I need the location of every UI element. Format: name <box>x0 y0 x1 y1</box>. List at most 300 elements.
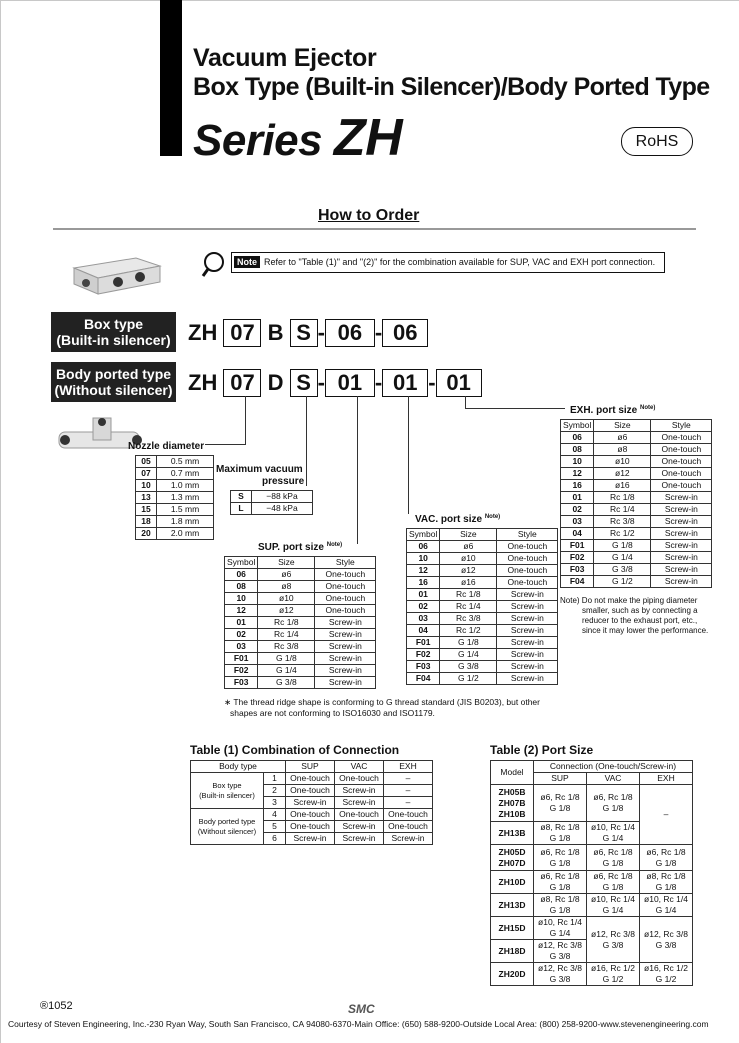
table-cell: G 1/8 <box>440 637 497 649</box>
exh-note <box>560 596 708 636</box>
table-row <box>491 785 693 822</box>
pn-nozzle-box: 07 <box>223 369 261 397</box>
body-type-group-cell: Box type (Built-in silencer) <box>191 773 264 809</box>
table-row <box>407 553 558 565</box>
table-row <box>225 593 376 605</box>
pn-nozzle-box: 07 <box>223 319 261 347</box>
table-cell: One-touch <box>497 577 558 589</box>
series-prefix: Series <box>193 116 334 165</box>
table-cell: ø8 <box>258 581 315 593</box>
table-row <box>136 528 214 540</box>
table-cell: G 3/8 <box>594 564 651 576</box>
body-type-part-number <box>188 369 482 395</box>
table-cell: 1.8 mm <box>157 516 214 528</box>
body-type-label-line1: Body ported type <box>55 366 172 382</box>
table-row <box>491 894 693 917</box>
table-cell: −48 kPa <box>252 503 313 515</box>
vac-note-mark: Note) <box>484 514 501 520</box>
exh-cell: ø6, Rc 1/8 G 1/8 <box>640 845 693 871</box>
pn-vac-box: 06 <box>382 319 428 347</box>
series-title <box>193 108 402 168</box>
table-cell: 1.0 mm <box>157 480 214 492</box>
table-cell: G 1/8 <box>258 653 315 665</box>
table-cell: S <box>231 491 252 503</box>
table-cell: 16 <box>561 480 594 492</box>
pn-type: D <box>267 370 284 395</box>
table-cell: Rc 3/8 <box>594 516 651 528</box>
table-cell: G 1/4 <box>258 665 315 677</box>
table-cell: Screw-in <box>497 661 558 673</box>
table-cell: 02 <box>407 601 440 613</box>
model-cell: ZH13D <box>491 894 534 917</box>
vac-title <box>415 514 500 525</box>
table-cell: 1.3 mm <box>157 492 214 504</box>
table-cell: Screw-in <box>335 833 384 845</box>
table-cell: 20 <box>136 528 157 540</box>
table-cell: ø6 <box>258 569 315 581</box>
table-header-cell: Symbol <box>561 420 594 432</box>
sup-cell: ø8, Rc 1/8 G 1/8 <box>534 822 587 845</box>
table-row <box>225 569 376 581</box>
table-row <box>491 871 693 894</box>
table-header-cell: Size <box>440 529 497 541</box>
table-row <box>561 456 712 468</box>
table-cell: 03 <box>407 613 440 625</box>
table-cell: F03 <box>561 564 594 576</box>
table-cell: 3 <box>264 797 286 809</box>
table-cell: 01 <box>407 589 440 601</box>
vac-cell: ø10, Rc 1/4 G 1/4 <box>587 822 640 845</box>
table-row <box>407 577 558 589</box>
table-cell: G 1/4 <box>440 649 497 661</box>
table-cell: Screw-in <box>335 797 384 809</box>
table-row <box>136 468 214 480</box>
table-cell: 07 <box>136 468 157 480</box>
sup-cell: ø12, Rc 3/8 G 3/8 <box>534 963 587 986</box>
table-cell: 4 <box>264 809 286 821</box>
exh-cell: – <box>640 785 693 845</box>
table-cell: One-touch <box>384 809 433 821</box>
pn-vac-box: 01 <box>382 369 428 397</box>
table-cell: Screw-in <box>315 677 376 689</box>
table-row <box>225 653 376 665</box>
exh-title-text: EXH. port size <box>570 405 638 416</box>
table-cell: ø16 <box>594 480 651 492</box>
table-header-cell: Size <box>258 557 315 569</box>
table-row <box>136 492 214 504</box>
sup-title <box>258 542 342 553</box>
table-cell: Screw-in <box>315 641 376 653</box>
table-cell: – <box>384 797 433 809</box>
table-cell: 08 <box>561 444 594 456</box>
exh-note-line: smaller, such as by connecting a <box>582 606 698 615</box>
vacuum-title-2: pressure <box>262 476 305 487</box>
box-type-part-number <box>188 319 428 345</box>
pn-prefix: ZH <box>188 370 218 395</box>
table-cell: 04 <box>407 625 440 637</box>
left-border <box>0 0 1 1043</box>
table-cell: ø10 <box>440 553 497 565</box>
sup-title-text: SUP. port size <box>258 542 324 553</box>
table-header-cell: SUP <box>286 761 335 773</box>
table-cell: 12 <box>407 565 440 577</box>
table-cell: Screw-in <box>651 552 712 564</box>
pn-sup-box: 06 <box>325 319 375 347</box>
table-cell: Screw-in <box>315 665 376 677</box>
table-row <box>491 917 693 940</box>
table2 <box>490 760 693 986</box>
model-cell: ZH10D <box>491 871 534 894</box>
leader-line <box>408 396 409 514</box>
vacuum-table <box>230 490 313 515</box>
pn-dash: - <box>317 370 325 395</box>
table-cell: Screw-in <box>651 540 712 552</box>
table-header-cell: Style <box>651 420 712 432</box>
model-cell: ZH05D ZH07D <box>491 845 534 871</box>
table-row <box>225 605 376 617</box>
table-row <box>225 665 376 677</box>
table-cell: One-touch <box>286 821 335 833</box>
page-number: ®1052 <box>40 1000 73 1012</box>
table-cell: Screw-in <box>315 617 376 629</box>
exh-cell: ø12, Rc 3/8 G 3/8 <box>640 917 693 963</box>
vac-table <box>406 528 558 685</box>
vac-cell: ø10, Rc 1/4 G 1/4 <box>587 894 640 917</box>
pn-vacuum-box: S <box>290 369 318 397</box>
table-cell: 08 <box>225 581 258 593</box>
table-cell: 02 <box>561 504 594 516</box>
table-cell: 0.7 mm <box>157 468 214 480</box>
table-cell: Rc 1/4 <box>594 504 651 516</box>
table-cell: One-touch <box>651 468 712 480</box>
table-cell: ø10 <box>594 456 651 468</box>
vac-cell: ø16, Rc 1/2 G 1/2 <box>587 963 640 986</box>
table-cell: One-touch <box>651 444 712 456</box>
leader-line <box>245 396 246 444</box>
table-cell: 5 <box>264 821 286 833</box>
table-cell: Screw-in <box>335 821 384 833</box>
table-cell: 06 <box>225 569 258 581</box>
leader-line <box>306 396 307 486</box>
table-header-cell: Connection (One-touch/Screw-in) <box>534 761 693 773</box>
sup-cell: ø8, Rc 1/8 G 1/8 <box>534 894 587 917</box>
table-header-cell: EXH <box>384 761 433 773</box>
table-cell: F04 <box>561 576 594 588</box>
table-cell: 0.5 mm <box>157 456 214 468</box>
sup-cell: ø6, Rc 1/8 G 1/8 <box>534 785 587 822</box>
box-type-product-icon <box>66 250 166 300</box>
table-header-cell: Body type <box>191 761 286 773</box>
table-cell: Rc 1/8 <box>440 589 497 601</box>
table-row <box>407 589 558 601</box>
heading-rule <box>53 228 696 230</box>
table-cell: 01 <box>225 617 258 629</box>
exh-cell: ø8, Rc 1/8 G 1/8 <box>640 871 693 894</box>
leader-line <box>465 408 565 409</box>
table1 <box>190 760 433 845</box>
model-cell: ZH05B ZH07B ZH10B <box>491 785 534 822</box>
table-cell: F02 <box>561 552 594 564</box>
table-cell: L <box>231 503 252 515</box>
table-row <box>561 504 712 516</box>
table-cell: 06 <box>561 432 594 444</box>
sup-cell: ø10, Rc 1/4 G 1/4 <box>534 917 587 940</box>
sup-footnote-2: shapes are not conforming to ISO16030 and ISO1179. <box>230 708 435 718</box>
table-row <box>561 564 712 576</box>
smc-logo: SMC <box>348 1002 375 1016</box>
table-row <box>407 649 558 661</box>
table-cell: One-touch <box>335 773 384 785</box>
table-row <box>561 444 712 456</box>
exh-note-mark: Note) <box>640 405 656 411</box>
leader-line <box>205 444 246 445</box>
table-header-cell: EXH <box>640 773 693 785</box>
pn-dash: - <box>374 370 383 395</box>
leader-line <box>357 396 358 544</box>
exh-note-line: reducer to the exhaust port, etc., <box>582 616 698 625</box>
table-cell: 2.0 mm <box>157 528 214 540</box>
pn-dash: - <box>317 320 325 345</box>
table-cell: 10 <box>407 553 440 565</box>
table-cell: G 1/8 <box>594 540 651 552</box>
table-cell: Screw-in <box>497 649 558 661</box>
table-header-cell: Symbol <box>407 529 440 541</box>
exh-note-line: Note) Do not make the piping diameter <box>560 596 698 605</box>
table-cell: One-touch <box>286 785 335 797</box>
table-cell: 02 <box>225 629 258 641</box>
table-row <box>561 528 712 540</box>
table-cell: 03 <box>225 641 258 653</box>
table-cell: 6 <box>264 833 286 845</box>
pn-dash: - <box>428 370 436 395</box>
table-row <box>561 540 712 552</box>
model-cell: ZH13B <box>491 822 534 845</box>
sup-footnote-1: ∗ The thread ridge shape is conforming to G thread standard (JIS B0203), but other <box>224 697 540 707</box>
vac-cell: ø12, Rc 3/8 G 3/8 <box>587 917 640 963</box>
table-header-cell: Style <box>315 557 376 569</box>
table-cell: −88 kPa <box>252 491 313 503</box>
table-row <box>225 617 376 629</box>
exh-note-line: since it may lower the performance. <box>582 626 709 635</box>
table-cell: 2 <box>264 785 286 797</box>
table-cell: 05 <box>136 456 157 468</box>
table-row <box>191 773 433 785</box>
table-cell: ø16 <box>440 577 497 589</box>
table-cell: 10 <box>136 480 157 492</box>
pn-type: B <box>267 320 284 345</box>
box-type-label <box>51 312 176 352</box>
table-header-cell: VAC <box>335 761 384 773</box>
table-cell: 1 <box>264 773 286 785</box>
exh-title <box>570 405 655 416</box>
note-box <box>231 252 665 273</box>
table-cell: One-touch <box>497 553 558 565</box>
table-cell: Screw-in <box>651 528 712 540</box>
table-cell: One-touch <box>335 809 384 821</box>
table-cell: F04 <box>407 673 440 685</box>
table-cell: Screw-in <box>497 625 558 637</box>
table-cell: 10 <box>561 456 594 468</box>
sup-table <box>224 556 376 689</box>
table-row <box>407 565 558 577</box>
table-cell: One-touch <box>651 432 712 444</box>
table-cell: One-touch <box>315 581 376 593</box>
table-cell: ø12 <box>594 468 651 480</box>
table-cell: 06 <box>407 541 440 553</box>
pn-prefix: ZH <box>188 320 218 345</box>
table-row <box>561 480 712 492</box>
table-cell: – <box>384 773 433 785</box>
table-cell: Rc 1/2 <box>440 625 497 637</box>
top-border <box>0 0 739 1</box>
table-cell: Rc 1/4 <box>440 601 497 613</box>
table-cell: F01 <box>407 637 440 649</box>
table-header-cell: Model <box>491 761 534 785</box>
table-row <box>407 673 558 685</box>
table-row <box>561 468 712 480</box>
body-type-group-cell: Body ported type (Without silencer) <box>191 809 264 845</box>
sup-cell: ø6, Rc 1/8 G 1/8 <box>534 871 587 894</box>
table-cell: Screw-in <box>286 833 335 845</box>
table-row <box>191 809 433 821</box>
model-cell: ZH15D <box>491 917 534 940</box>
table-cell: One-touch <box>497 541 558 553</box>
table-cell: G 1/2 <box>594 576 651 588</box>
table-cell: Screw-in <box>497 601 558 613</box>
table-cell: Screw-in <box>335 785 384 797</box>
table-row <box>407 601 558 613</box>
table-row <box>407 613 558 625</box>
table-cell: ø12 <box>440 565 497 577</box>
table-cell: 04 <box>561 528 594 540</box>
table-row <box>225 641 376 653</box>
table-cell: 12 <box>561 468 594 480</box>
table2-title: Table (2) Port Size <box>490 743 594 757</box>
table-cell: 15 <box>136 504 157 516</box>
table-header-cell: SUP <box>534 773 587 785</box>
table-row <box>407 637 558 649</box>
note-tag: Note <box>234 256 260 268</box>
table1-title: Table (1) Combination of Connection <box>190 743 400 757</box>
table-header-cell: Size <box>594 420 651 432</box>
table-header-cell: VAC <box>587 773 640 785</box>
table-row <box>231 503 313 515</box>
leader-line <box>465 396 466 408</box>
table-cell: One-touch <box>315 593 376 605</box>
vac-cell: ø6, Rc 1/8 G 1/8 <box>587 785 640 822</box>
table-cell: One-touch <box>497 565 558 577</box>
vac-cell: ø6, Rc 1/8 G 1/8 <box>587 871 640 894</box>
model-cell: ZH18D <box>491 940 534 963</box>
table-cell: One-touch <box>315 569 376 581</box>
table-cell: F03 <box>225 677 258 689</box>
pn-exh-box: 01 <box>436 369 482 397</box>
table-cell: 16 <box>407 577 440 589</box>
pn-dash: - <box>374 320 383 345</box>
table-cell: 13 <box>136 492 157 504</box>
title-bar <box>160 0 182 156</box>
note-text: Refer to "Table (1)" and "(2)" for the combination available for SUP, VAC and EXH port connection. <box>264 257 656 267</box>
table-cell: Rc 3/8 <box>440 613 497 625</box>
how-to-order-heading: How to Order <box>318 207 420 224</box>
table-cell: G 3/8 <box>258 677 315 689</box>
nozzle-table <box>135 455 214 540</box>
table-cell: Screw-in <box>315 653 376 665</box>
body-type-label <box>51 362 176 402</box>
title-line-2: Box Type (Built-in Silencer)/Body Ported Type <box>193 73 710 101</box>
table-cell: Screw-in <box>651 516 712 528</box>
table-cell: F03 <box>407 661 440 673</box>
rohs-badge: RoHS <box>621 127 693 156</box>
sup-cell: ø6, Rc 1/8 G 1/8 <box>534 845 587 871</box>
box-type-label-line2: (Built-in silencer) <box>56 332 171 348</box>
table-cell: G 1/2 <box>440 673 497 685</box>
table-cell: One-touch <box>286 809 335 821</box>
table-cell: ø12 <box>258 605 315 617</box>
table-cell: Screw-in <box>497 589 558 601</box>
table-row <box>136 456 214 468</box>
table-cell: Screw-in <box>651 576 712 588</box>
table-cell: ø8 <box>594 444 651 456</box>
table-cell: Screw-in <box>315 629 376 641</box>
table-row <box>136 504 214 516</box>
table-row <box>561 432 712 444</box>
vac-title-text: VAC. port size <box>415 514 483 525</box>
vacuum-title-1: Maximum vacuum <box>216 464 303 475</box>
table-cell: 1.5 mm <box>157 504 214 516</box>
table-row <box>136 516 214 528</box>
table-cell: Rc 1/8 <box>594 492 651 504</box>
table-cell: Screw-in <box>497 673 558 685</box>
nozzle-title: Nozzle diameter <box>128 441 205 452</box>
exh-table <box>560 419 712 588</box>
table-cell: 18 <box>136 516 157 528</box>
table-cell: Screw-in <box>651 492 712 504</box>
table-row <box>491 963 693 986</box>
table-cell: Rc 3/8 <box>258 641 315 653</box>
table-header-cell: Style <box>497 529 558 541</box>
table-row <box>561 516 712 528</box>
sup-cell: ø12, Rc 3/8 G 3/8 <box>534 940 587 963</box>
table-cell: One-touch <box>286 773 335 785</box>
table-cell: 01 <box>561 492 594 504</box>
title-line-1: Vacuum Ejector <box>193 44 377 72</box>
model-cell: ZH20D <box>491 963 534 986</box>
table-row <box>407 625 558 637</box>
table-cell: Rc 1/8 <box>258 617 315 629</box>
sup-note-mark: Note) <box>326 542 343 548</box>
table-row <box>225 677 376 689</box>
table-cell: Screw-in <box>286 797 335 809</box>
table-cell: – <box>384 785 433 797</box>
table-cell: Screw-in <box>651 564 712 576</box>
table-cell: Screw-in <box>384 833 433 845</box>
table-cell: F02 <box>407 649 440 661</box>
table-cell: ø6 <box>440 541 497 553</box>
table-cell: ø10 <box>258 593 315 605</box>
exh-cell: ø16, Rc 1/2 G 1/2 <box>640 963 693 986</box>
table-row <box>225 629 376 641</box>
table-cell: One-touch <box>651 456 712 468</box>
table-cell: G 3/8 <box>440 661 497 673</box>
table-cell: Screw-in <box>651 504 712 516</box>
table-row <box>136 480 214 492</box>
table-cell: Rc 1/4 <box>258 629 315 641</box>
table-cell: One-touch <box>315 605 376 617</box>
pn-vacuum-box: S <box>290 319 318 347</box>
table-cell: G 1/4 <box>594 552 651 564</box>
table-cell: F01 <box>225 653 258 665</box>
